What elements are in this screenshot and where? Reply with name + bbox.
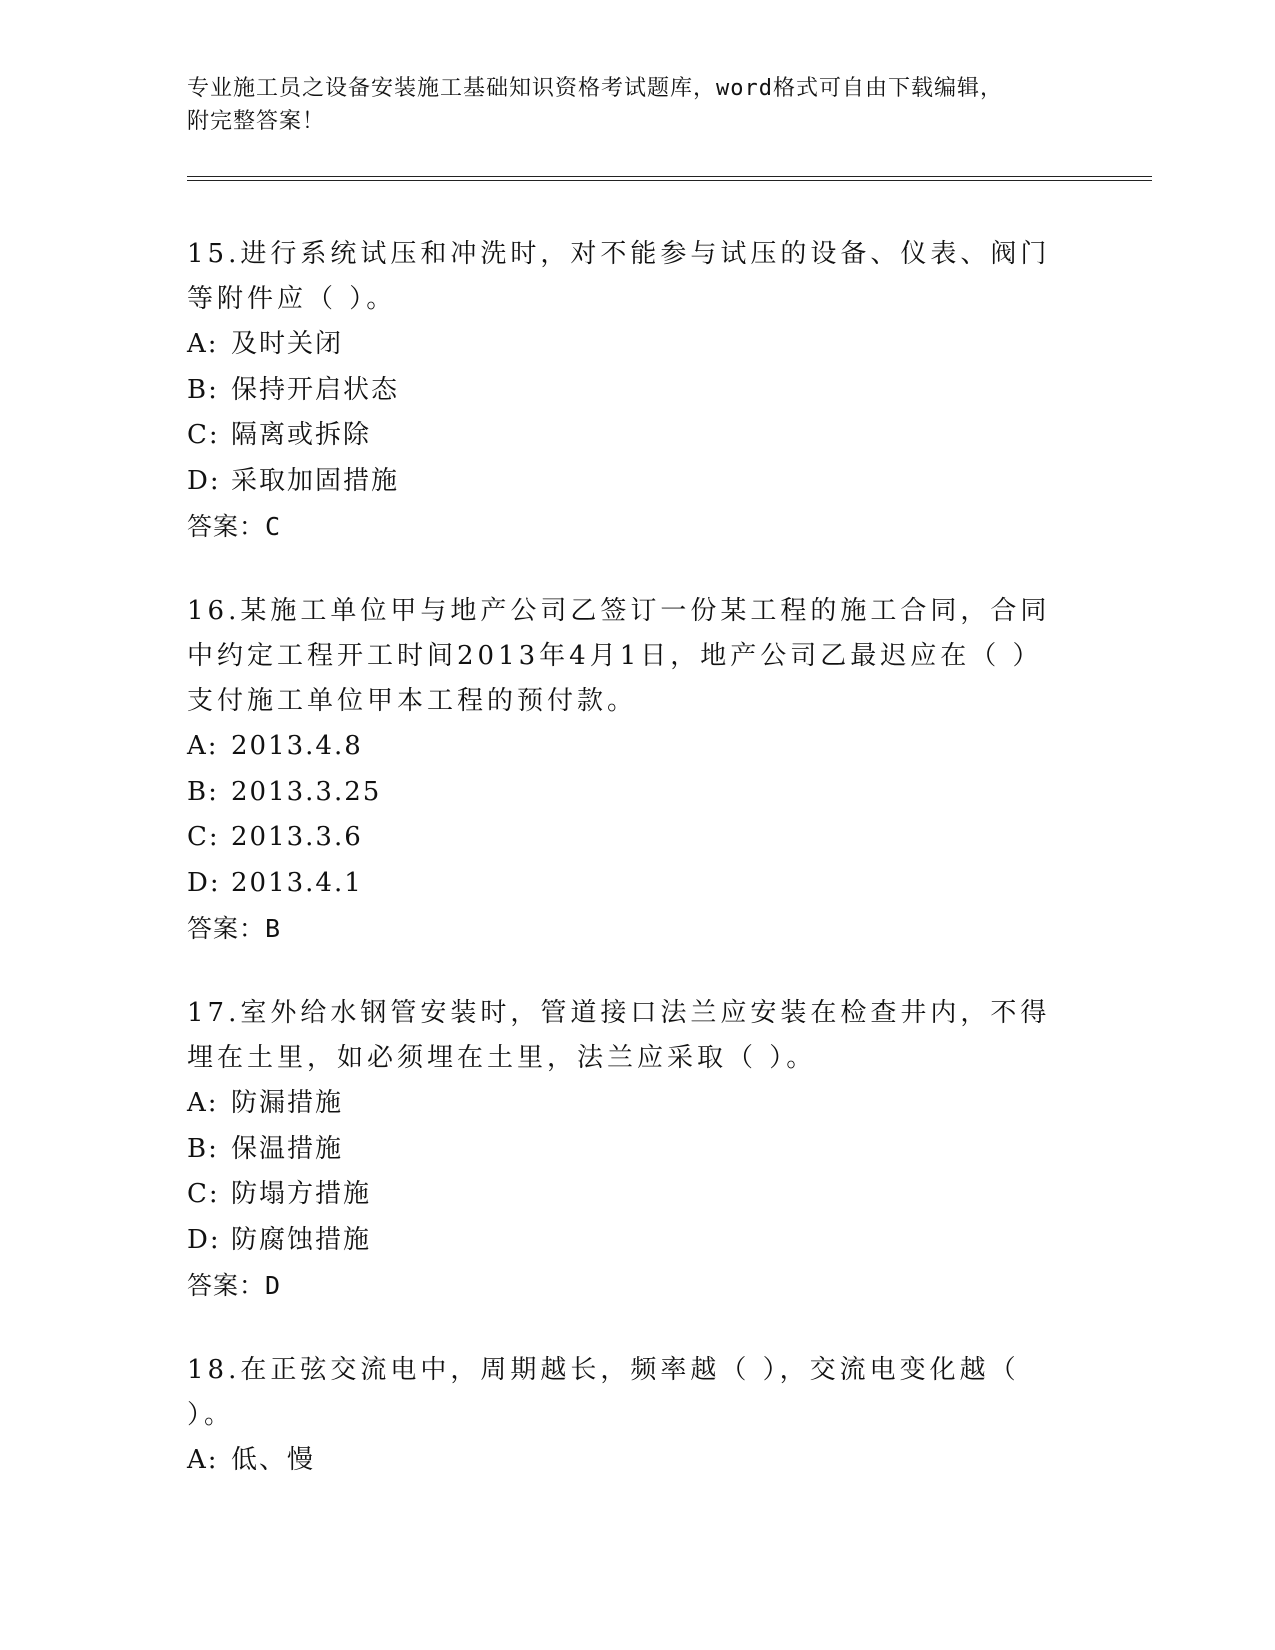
question-17	[187, 991, 1067, 1309]
option-a	[187, 1438, 1067, 1484]
header-divider	[187, 176, 1152, 181]
option-text: 采取加固措施	[231, 465, 400, 496]
header-line-2: 附完整答案！	[187, 109, 326, 134]
option-letter: A:	[187, 731, 219, 761]
option-c	[187, 815, 1067, 861]
option-text: 低、慢	[231, 1445, 316, 1475]
option-text: 保温措施	[231, 1133, 344, 1164]
option-text: 防腐蚀措施	[231, 1224, 372, 1255]
option-letter: C:	[187, 1179, 220, 1209]
option-letter: C:	[187, 420, 220, 450]
option-letter: C:	[187, 822, 220, 852]
option-text: 2013.3.6	[231, 822, 363, 852]
option-letter: B:	[187, 776, 219, 807]
answer-line: 答案：D	[187, 1271, 282, 1300]
header-line-1: 专业施工员之设备安装施工基础知识资格考试题库，word格式可自由下载编辑，	[187, 76, 1003, 101]
question-text: 18.在正弦交流电中，周期越长，频率越（ ），交流电变化越（ ）。	[187, 1355, 1020, 1430]
option-letter: B:	[187, 374, 219, 405]
option-a	[187, 322, 1067, 368]
question-text: 15.进行系统试压和冲洗时，对不能参与试压的设备、仪表、阀门等附件应（ ）。	[187, 239, 1051, 314]
option-b	[187, 368, 1067, 414]
option-b	[187, 1127, 1067, 1173]
document-header	[187, 72, 1087, 138]
option-letter: D:	[187, 867, 221, 898]
question-text: 17.室外给水钢管安装时，管道接口法兰应安装在检查井内，不得埋在土里，如必须埋在土里，法兰应采取（ ）。	[187, 998, 1051, 1073]
option-c	[187, 1172, 1067, 1218]
option-text: 防塌方措施	[231, 1179, 372, 1209]
option-d	[187, 861, 1067, 907]
option-letter: A:	[187, 329, 219, 359]
option-d	[187, 1218, 1067, 1264]
option-d	[187, 459, 1067, 505]
answer-line: 答案：C	[187, 512, 282, 541]
option-letter: A:	[187, 1088, 219, 1118]
option-text: 隔离或拆除	[231, 420, 372, 450]
question-16	[187, 589, 1067, 952]
option-text: 保持开启状态	[231, 374, 400, 405]
option-letter: A:	[187, 1445, 219, 1475]
option-text: 2013.3.25	[231, 776, 382, 807]
option-letter: D:	[187, 1224, 221, 1255]
option-text: 2013.4.1	[231, 867, 363, 898]
option-text: 及时关闭	[231, 329, 344, 359]
option-a	[187, 724, 1067, 770]
question-15	[187, 232, 1067, 550]
option-text: 防漏措施	[231, 1088, 344, 1118]
option-b	[187, 770, 1067, 816]
question-list	[187, 232, 1067, 1523]
option-text: 2013.4.8	[231, 731, 363, 761]
question-18	[187, 1348, 1067, 1484]
option-letter: B:	[187, 1133, 219, 1164]
option-a	[187, 1081, 1067, 1127]
option-c	[187, 413, 1067, 459]
question-text: 16.某施工单位甲与地产公司乙签订一份某工程的施工合同，合同中约定工程开工时间2013年4月1日，地产公司乙最迟应在（ ）支付施工单位甲本工程的预付款。	[187, 596, 1051, 716]
answer-line: 答案：B	[187, 914, 282, 943]
option-letter: D:	[187, 465, 221, 496]
